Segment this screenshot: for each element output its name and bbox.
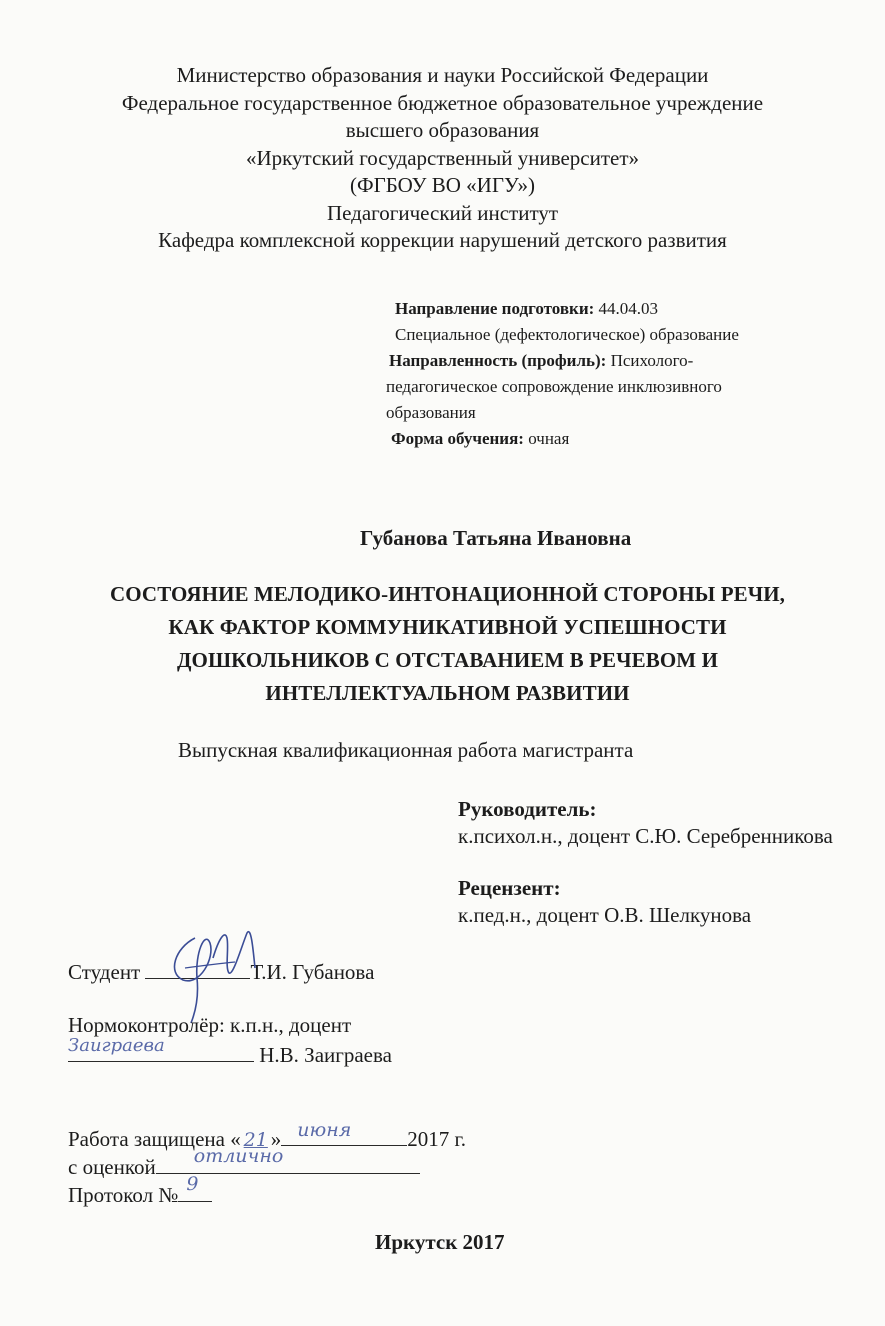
protocol-label: Протокол № — [68, 1183, 179, 1207]
protocol-row — [68, 1173, 212, 1208]
supervisor-value: к.психол.н., доцент С.Ю. Серебренникова — [458, 824, 833, 848]
form-value: очная — [523, 429, 570, 448]
grade-row — [68, 1145, 420, 1180]
title-line-2: КАК ФАКТОР КОММУНИКАТИВНОЙ УСПЕШНОСТИ — [168, 615, 727, 639]
protocol-line — [178, 1173, 212, 1202]
protocol-handwritten: 9 — [186, 1173, 199, 1195]
close-quote: » — [270, 1127, 282, 1151]
reviewer-value: к.пед.н., доцент О.В. Шелкунова — [458, 903, 752, 927]
direction-label: Направление подготовки: — [395, 299, 595, 318]
defense-month: июня — [297, 1119, 352, 1141]
header-line-abbrev: (ФГБОУ ВО «ИГУ») — [349, 173, 535, 197]
profile-value: Психолого- — [606, 351, 694, 370]
student-signature-icon — [155, 918, 275, 1028]
author-name: Губанова Татьяна Ивановна — [360, 526, 632, 550]
normcontrol-label: Нормоконтролёр: к.п.н., доцент — [68, 1013, 352, 1037]
title-line-4: ИНТЕЛЛЕКТУАЛЬНОМ РАЗВИТИИ — [265, 681, 630, 705]
profile-value-end: образования — [386, 403, 476, 422]
month-line — [281, 1119, 407, 1146]
grade-line — [156, 1145, 420, 1174]
reviewer-block — [458, 876, 751, 928]
normcontrol-signature-row — [68, 1035, 392, 1068]
grade-label: с оценкой — [68, 1155, 156, 1179]
grade-handwritten: отлично — [193, 1145, 284, 1167]
header-line-institution: Федеральное государственное бюджетное образовательное учреждение — [121, 90, 764, 115]
title-line-3: ДОШКОЛЬНИКОВ С ОТСТАВАНИЕМ В РЕЧЕВОМ И — [176, 648, 719, 672]
direction-code: 44.04.03 — [594, 299, 659, 318]
thesis-title — [0, 578, 885, 710]
header-line-department: Кафедра комплексной коррекции нарушений детского развития — [158, 228, 727, 252]
direction-name: Специальное (дефектологическое) образование — [395, 325, 739, 344]
normcontrol-signature-line — [68, 1035, 254, 1062]
profile-value-cont: педагогическое сопровождение инклюзивного — [386, 377, 722, 396]
student-name: Т.И. Губанова — [250, 960, 375, 984]
form-label: Форма обучения: — [391, 429, 524, 448]
header-line-institute: Педагогический институт — [326, 200, 559, 225]
defense-day: 21 — [243, 1129, 268, 1151]
title-line-1: СОСТОЯНИЕ МЕЛОДИКО-ИНТОНАЦИОННОЙ СТОРОНЫ РЕЧИ, — [109, 582, 786, 606]
defense-year: 2017 г. — [407, 1127, 466, 1151]
header-line-ministry: Министерство образования и науки Российской Федерации — [176, 63, 709, 87]
normcontrol-name: Н.В. Заиграева — [254, 1043, 392, 1067]
supervisor-block — [458, 797, 833, 849]
ministry-header — [0, 62, 885, 255]
footer-city-year: Иркутск 2017 — [375, 1230, 505, 1254]
student-label: Студент — [68, 960, 146, 984]
protected-label: Работа защищена « — [68, 1127, 241, 1151]
header-line-university: «Иркутский государственный университет» — [245, 145, 640, 170]
supervisor-label: Руководитель: — [458, 797, 597, 821]
reviewer-label: Рецензент: — [458, 876, 561, 900]
profile-label: Направленность (профиль): — [389, 351, 607, 370]
normcontrol-handwritten: Заиграева — [68, 1035, 165, 1056]
work-type: Выпускная квалификационная работа магистранта — [178, 738, 634, 762]
specialty-block — [386, 296, 846, 452]
header-line-level: высшего образования — [345, 118, 540, 142]
